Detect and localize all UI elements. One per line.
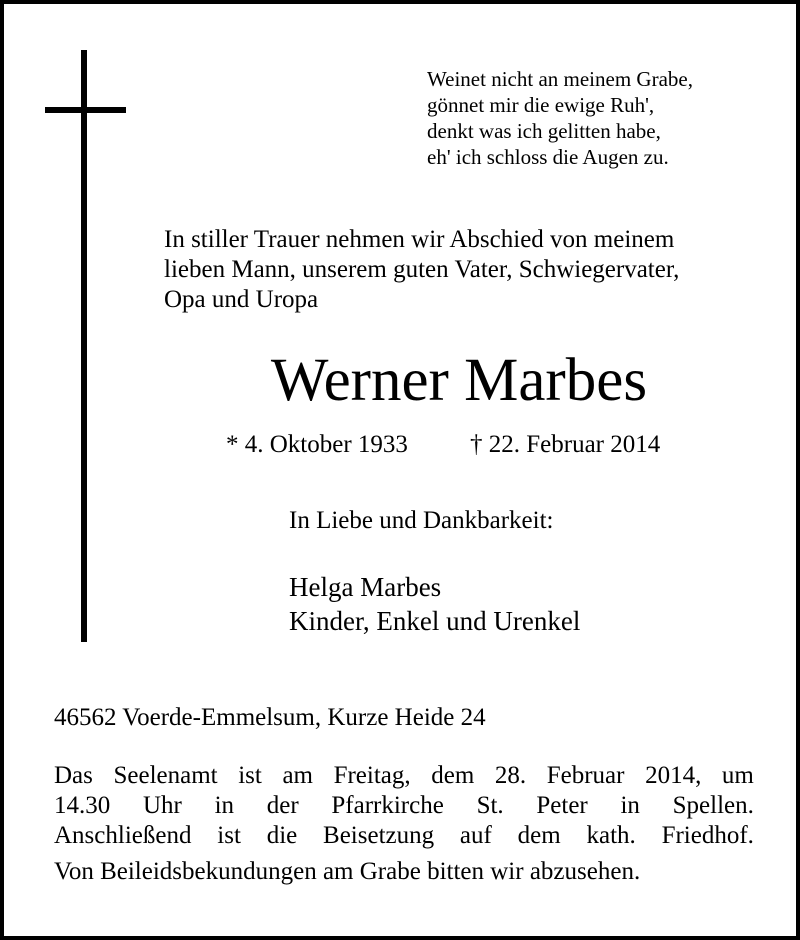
service-word: am	[282, 762, 313, 789]
service-word: Friedhof.	[661, 822, 754, 849]
cross-horizontal-bar	[45, 107, 126, 113]
mourners	[289, 570, 580, 638]
service-word: St.	[476, 792, 504, 819]
service-word: Februar	[546, 762, 625, 789]
poem	[427, 66, 693, 170]
service-word: 14.30	[54, 792, 111, 819]
farewell-line: Opa und Uropa	[164, 286, 319, 313]
service-word: Spellen.	[672, 792, 754, 819]
service-word: Beisetzung	[323, 822, 435, 849]
birth-date: * 4. Oktober 1933	[226, 431, 408, 458]
mourner-line: Helga Marbes	[289, 572, 442, 602]
farewell-text	[164, 225, 679, 315]
poem-line: denkt was ich gelitten habe,	[427, 119, 661, 143]
condolence-note: Von Beileidsbekundungen am Grabe bitten wir abzusehen.	[54, 858, 641, 885]
service-word: auf	[459, 822, 492, 849]
service-line	[54, 761, 754, 791]
service-line	[54, 791, 754, 821]
service-word: ist	[217, 822, 241, 849]
service-word: kath.	[586, 822, 636, 849]
service-word: der	[266, 792, 299, 819]
service-word: die	[266, 822, 298, 849]
deceased-name: Werner Marbes	[270, 347, 648, 414]
service-word: Pfarrkirche	[331, 792, 444, 819]
farewell-line: lieben Mann, unserem guten Vater, Schwiegervater,	[164, 256, 680, 283]
service-word: Das	[54, 762, 93, 789]
poem-line: gönnet mir die ewige Ruh',	[427, 93, 655, 117]
service-line	[54, 821, 754, 851]
dedication-line: In Liebe und Dankbarkeit:	[289, 507, 554, 534]
service-word: 28.	[494, 762, 527, 789]
poem-line: Weinet nicht an meinem Grabe,	[427, 67, 693, 91]
service-word: Anschließend	[54, 822, 192, 849]
service-word: Freitag,	[333, 762, 411, 789]
service-word: Seelenamt	[113, 762, 218, 789]
service-word: in	[214, 792, 235, 819]
poem-line: eh' ich schloss die Augen zu.	[427, 145, 669, 169]
service-word: ist	[238, 762, 262, 789]
service-word: dem	[431, 762, 475, 789]
death-date: † 22. Februar 2014	[470, 431, 661, 458]
service-word: dem	[517, 822, 561, 849]
address: 46562 Voerde-Emmelsum, Kurze Heide 24	[54, 704, 486, 731]
farewell-line: In stiller Trauer nehmen wir Abschied von meinem	[164, 226, 675, 253]
service-word: Peter	[536, 792, 588, 819]
service-word: um	[721, 762, 754, 789]
service-announcement	[54, 761, 754, 851]
service-word: 2014,	[645, 762, 702, 789]
service-word: in	[620, 792, 640, 819]
service-word: Uhr	[142, 792, 182, 819]
mourner-line: Kinder, Enkel und Urenkel	[289, 606, 581, 636]
